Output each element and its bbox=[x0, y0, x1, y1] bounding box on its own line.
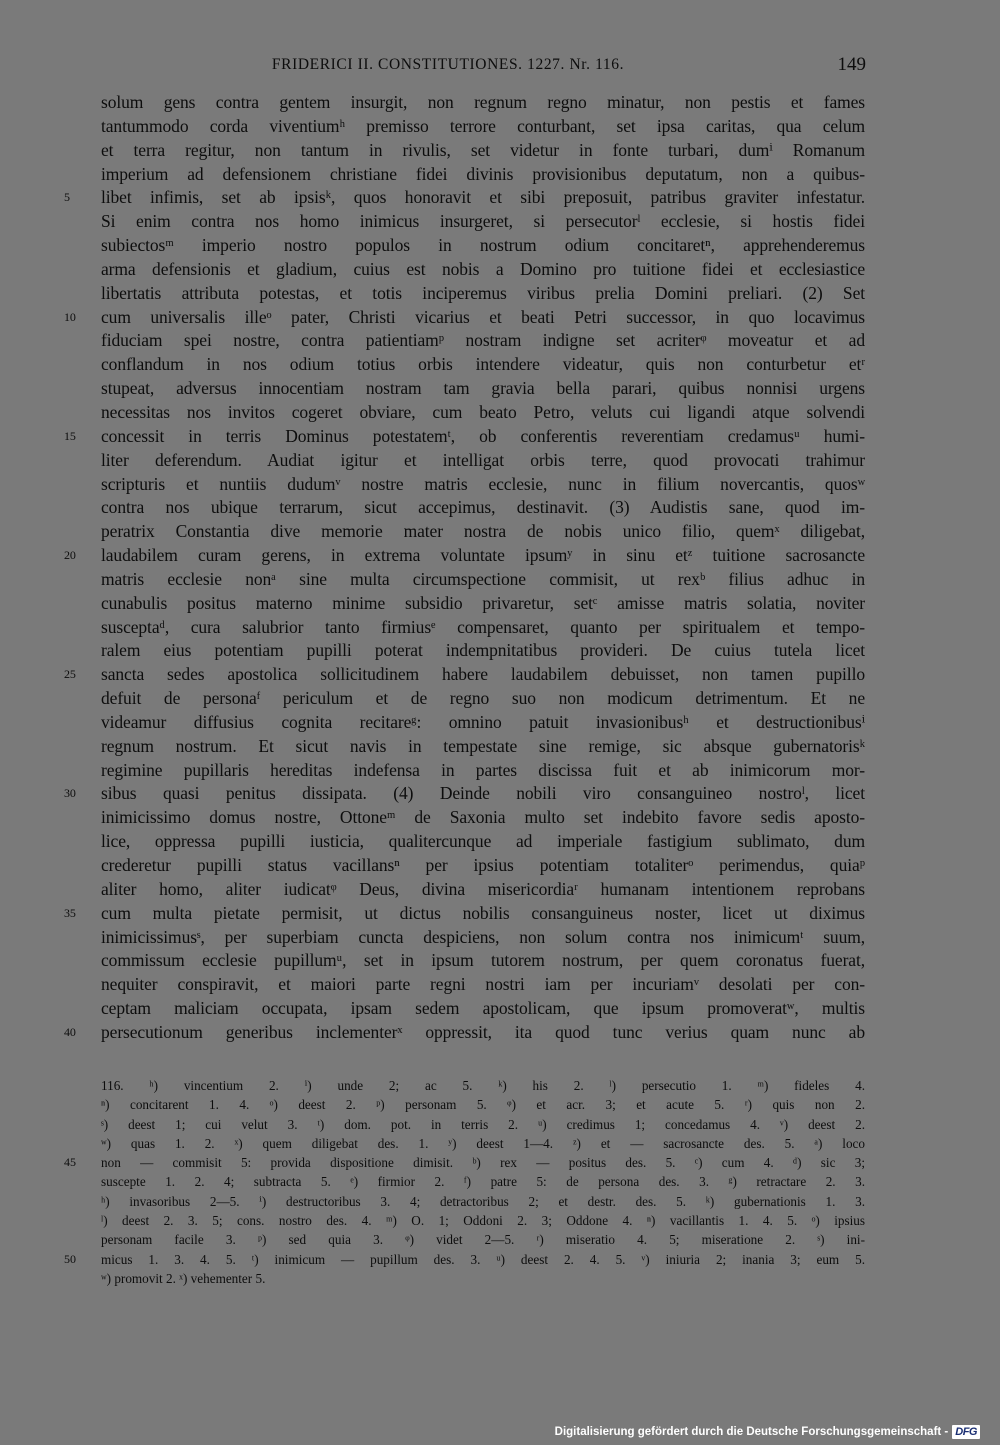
text-line bbox=[0, 496, 1000, 520]
line-text: stupeat, adversus innocentiam nostram tam gravia bella parari, quibus nonnisi urgens bbox=[101, 378, 865, 399]
line-text: ʷ) promovit 2. ˣ) vehementer 5. bbox=[101, 1270, 266, 1286]
text-line bbox=[0, 878, 1000, 902]
text-line bbox=[0, 425, 1000, 449]
line-text: suscepte 1. 2. 4; subtracta 5. ᵉ) firmior 2. ᶠ) patre 5: de persona des. 3. ᵍ) retractare 2. 3. bbox=[101, 1174, 865, 1190]
line-text: ʰ) invasoribus 2—5. ⁱ) destructoribus 3. 4; detractoribus 2; et destr. des. 5. ᵏ) gubernationis 1. 3. bbox=[101, 1193, 865, 1209]
line-text: non — commisit 5: provida dispositione dimisit. ᵇ) rex — positus des. 5. ᶜ) cum 4. ᵈ) sic 3; bbox=[101, 1155, 865, 1171]
text-line bbox=[0, 759, 1000, 783]
line-text: laudabilem curam gerens, in extrema voluntate ipsumʸ in sinu etᶻ tuitione sacrosancte bbox=[101, 545, 865, 566]
main-text bbox=[0, 91, 1000, 1045]
text-line bbox=[0, 663, 1000, 687]
dfg-logo: DFG bbox=[952, 1425, 980, 1439]
text-line bbox=[0, 353, 1000, 377]
text-line bbox=[0, 973, 1000, 997]
line-text: commissum ecclesie pupillumᵘ, set in ipsum tutorem nostrum, per quem coronatus fuerat, bbox=[101, 950, 865, 971]
line-text: cum multa pietate permisit, ut dictus nobilis consanguineus noster, licet ut diximus bbox=[101, 902, 865, 923]
text-line bbox=[0, 329, 1000, 353]
note-line bbox=[0, 1134, 1000, 1153]
line-text: susceptaᵈ, cura salubrior tanto firmiusᵉ compensaret, quanto per spiritualem et tempo- bbox=[101, 616, 865, 637]
line-text: contra nos ubique terrarum, sicut accepimus, destinavit. (3) Audistis sane, quod im- bbox=[101, 497, 865, 518]
text-line bbox=[0, 735, 1000, 759]
text-line bbox=[0, 234, 1000, 258]
footer-credit: Digitalisierung gefördert durch die Deutsche Forschungsgemeinschaft - bbox=[554, 1426, 949, 1438]
line-text: arma defensionis et gladium, cuius est nobis a Domino pro tuitione fidei et ecclesiastice bbox=[101, 258, 865, 279]
text-line bbox=[0, 711, 1000, 735]
line-text: conflandum in nos odium totius orbis intendere videatur, quis non conturbetur etʳ bbox=[101, 354, 865, 375]
line-text: ralem eius potentiam pupilli poterat indempnitatibus provideri. De cuius tutela licet bbox=[101, 640, 865, 661]
text-line bbox=[0, 592, 1000, 616]
line-text: libet infimis, set ab ipsisᵏ, quos honoravit et sibi preposuit, patribus graviter infestatur. bbox=[101, 187, 865, 208]
running-head: FRIDERICI II. CONSTITUTIONES. 1227. Nr. 116. bbox=[271, 56, 625, 73]
line-number: 10 bbox=[64, 309, 76, 324]
text-line bbox=[0, 449, 1000, 473]
line-number: 40 bbox=[64, 1024, 76, 1039]
note-line bbox=[0, 1211, 1000, 1230]
note-line bbox=[0, 1250, 1000, 1269]
note-line bbox=[0, 1076, 1000, 1095]
text-line bbox=[0, 139, 1000, 163]
line-text: defuit de personaᶠ periculum et de regno suo non modicum detrimentum. Et ne bbox=[101, 688, 865, 709]
text-line bbox=[0, 902, 1000, 926]
line-text: lice, oppressa pupilli iusticia, qualitercunque ad imperiale fastigium sublimato, dum bbox=[101, 831, 865, 852]
line-text: ceptam maliciam occupata, ipsam sedem apostolicam, que ipsum promoveratʷ, multis bbox=[101, 998, 865, 1019]
text-line bbox=[0, 544, 1000, 568]
text-line bbox=[0, 91, 1000, 115]
line-number: 30 bbox=[64, 786, 76, 801]
line-text: cum universalis illeᵒ pater, Christi vicarius et beati Petri successor, in quo locavimus bbox=[101, 306, 865, 327]
line-number: 20 bbox=[64, 548, 76, 563]
line-text: regnum nostrum. Et sicut navis in tempestate sine remige, sic absque gubernatorisᵏ bbox=[101, 735, 865, 756]
text-line bbox=[0, 639, 1000, 663]
page-header bbox=[100, 56, 866, 80]
text-line bbox=[0, 115, 1000, 139]
line-text: fiduciam spei nostre, contra patientiamᵖ nostram indigne set acriterᵠ moveatur et ad bbox=[101, 330, 865, 351]
line-text: inimicissimusˢ, per superbiam cuncta despiciens, non solum contra nos inimicumᵗ suum, bbox=[101, 926, 865, 947]
line-text: matris ecclesie nonᵃ sine multa circumspectione commisit, ut rexᵇ filius adhuc in bbox=[101, 568, 865, 589]
line-text: regimine pupillaris hereditas indefensa in partes discissa fuit et ab inimicorum mor- bbox=[101, 759, 865, 780]
line-text: subiectosᵐ imperio nostro populos in nostrum odium concitaretⁿ, apprehenderemus bbox=[101, 235, 865, 256]
note-line bbox=[0, 1269, 1000, 1288]
line-text: aliter homo, aliter iudicatᵠ Deus, divina misericordiaʳ humanam intentionem reprobans bbox=[101, 878, 865, 899]
line-text: ʷ) quas 1. 2. ˣ) quem diligebat des. 1. ʸ) deest 1—4. ᶻ) et — sacrosancte des. 5. ᵃ) loco bbox=[101, 1135, 865, 1151]
line-text: solum gens contra gentem insurgit, non regnum regno minatur, non pestis et fames bbox=[101, 92, 865, 112]
line-text: Si enim contra nos homo inimicus insurgeret, si persecutorˡ ecclesie, si hostis fidei bbox=[101, 211, 865, 232]
text-line bbox=[0, 186, 1000, 210]
text-line bbox=[0, 163, 1000, 187]
line-text: ⁿ) concitarent 1. 4. ᵒ) deest 2. ᵖ) personam 5. ᵠ) et acr. 3; et acute 5. ʳ) quis non 2. bbox=[101, 1097, 865, 1113]
line-text: inimicissimo domus nostre, Ottoneᵐ de Saxonia multo set indebito favore sedis aposto- bbox=[101, 807, 865, 828]
text-line bbox=[0, 997, 1000, 1021]
text-line bbox=[0, 806, 1000, 830]
note-line bbox=[0, 1095, 1000, 1114]
line-text: imperium ad defensionem christiane fidei divinis provisionibus deputatum, non a quibus- bbox=[101, 163, 865, 184]
note-line bbox=[0, 1230, 1000, 1249]
page-footer bbox=[555, 1423, 980, 1441]
line-text: peratrix Constantia dive memorie mater nostra de nobis unico filio, quemˣ diligebat, bbox=[101, 521, 865, 542]
text-line bbox=[0, 830, 1000, 854]
line-number: 45 bbox=[64, 1155, 76, 1170]
footnotes bbox=[0, 1076, 1000, 1288]
line-text: cunabulis positus materno minime subsidio privaretur, setᶜ amisse matris solatia, noviter bbox=[101, 592, 865, 613]
page-number: 149 bbox=[837, 54, 866, 75]
text-line bbox=[0, 949, 1000, 973]
line-number: 25 bbox=[64, 667, 76, 682]
line-text: ˡ) deest 2. 3. 5; cons. nostro des. 4. ᵐ) O. 1; Oddoni 2. 3; Oddone 4. ⁿ) vacillantis 1. 4. 5. ᵒ) ipsius bbox=[101, 1213, 865, 1229]
line-text: persecutionum generibus inclementerˣ oppressit, ita quod tunc verius quam nunc ab bbox=[101, 1021, 865, 1042]
line-text: scripturis et nuntiis dudumᵛ nostre matris ecclesie, nunc in filium novercantis, quosʷ bbox=[101, 473, 865, 494]
note-line bbox=[0, 1153, 1000, 1172]
text-line bbox=[0, 568, 1000, 592]
line-number: 15 bbox=[64, 428, 76, 443]
text-line bbox=[0, 1021, 1000, 1045]
text-line bbox=[0, 282, 1000, 306]
text-line bbox=[0, 520, 1000, 544]
note-line bbox=[0, 1172, 1000, 1191]
text-line bbox=[0, 258, 1000, 282]
line-text: necessitas nos invitos cogeret obviare, cum beato Petro, veluts cui ligandi atque solvendi bbox=[101, 401, 865, 422]
line-text: micus 1. 3. 4. 5. ᵗ) inimicum — pupillum des. 3. ᵘ) deest 2. 4. 5. ᵛ) iniuria 2; inania 3; eum 5. bbox=[101, 1251, 865, 1267]
note-line bbox=[0, 1192, 1000, 1211]
text-line bbox=[0, 401, 1000, 425]
text-line bbox=[0, 616, 1000, 640]
text-line bbox=[0, 687, 1000, 711]
line-text: concessit in terris Dominus potestatemᵗ, ob conferentis reverentiam credamusᵘ humi- bbox=[101, 425, 865, 446]
text-line bbox=[0, 306, 1000, 330]
note-line bbox=[0, 1115, 1000, 1134]
line-number: 50 bbox=[64, 1251, 76, 1266]
text-line bbox=[0, 854, 1000, 878]
line-text: ˢ) deest 1; cui velut 3. ᵗ) dom. pot. in terris 2. ᵘ) credimus 1; concedamus 4. ᵛ) deest 2. bbox=[101, 1116, 865, 1132]
line-text: sibus quasi penitus dissipata. (4) Deinde nobili viro consanguineo nostroˡ, licet bbox=[101, 783, 865, 804]
line-number: 5 bbox=[64, 190, 70, 205]
line-text: nequiter conspiravit, et maiori parte regni nostri iam per incuriamᵛ desolati per con- bbox=[101, 974, 865, 995]
line-text: 116. ʰ) vincentium 2. ⁱ) unde 2; ac 5. ᵏ) his 2. ˡ) persecutio 1. ᵐ) fideles 4. bbox=[101, 1078, 865, 1093]
line-text: videamur diffusius cognita recitareᵍ: omnino patuit invasionibusʰ et destructionibusⁱ bbox=[101, 711, 865, 732]
line-text: liter deferendum. Audiat igitur et intelligat orbis terre, quod provocati trahimur bbox=[101, 449, 865, 470]
text-line bbox=[0, 473, 1000, 497]
text-line bbox=[0, 926, 1000, 950]
line-text: crederetur pupilli status vacillansⁿ per ipsius potentiam totaliterᵒ perimendus, quiaᵖ bbox=[101, 855, 865, 875]
text-line bbox=[0, 782, 1000, 806]
line-text: sancta sedes apostolica sollicitudinem habere laudabilem debuisset, non tamen pupillo bbox=[101, 664, 865, 685]
line-number: 35 bbox=[64, 905, 76, 920]
line-text: tantummodo corda viventiumʰ premisso terrore conturbant, set ipsa caritas, qua celum bbox=[101, 115, 865, 136]
line-text: personam facile 3. ᵖ) sed quia 3. ᵠ) videt 2—5. ʳ) miseratio 4. 5; miseratione 2. ˢ) ini- bbox=[101, 1232, 865, 1248]
text-line bbox=[0, 210, 1000, 234]
line-text: et terra regitur, non tantum in rivulis, set videtur in fonte turbari, dumⁱ Romanum bbox=[101, 139, 865, 160]
text-line bbox=[0, 377, 1000, 401]
line-text: libertatis attributa potestas, et totis inciperemus viribus prelia Domini preliari. (2) Set bbox=[101, 282, 865, 303]
